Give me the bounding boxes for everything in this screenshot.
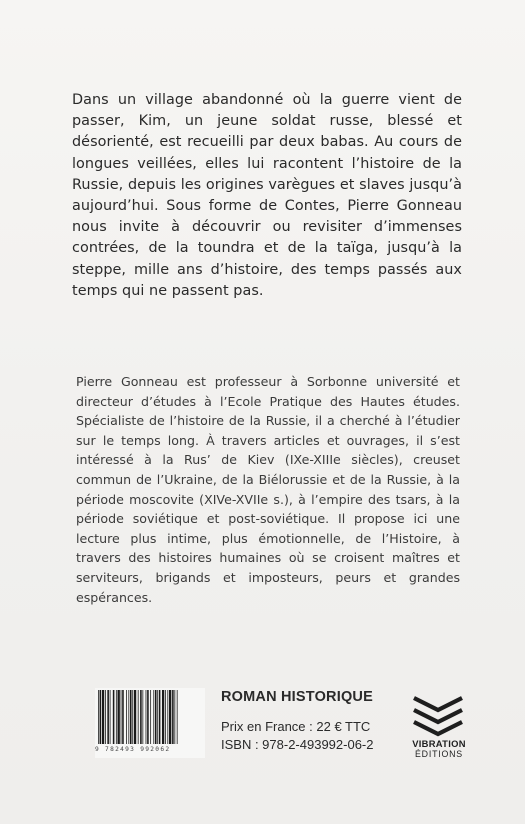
barcode-bar [155, 690, 157, 744]
barcode-bar [113, 690, 115, 744]
barcode-bar [153, 690, 154, 744]
barcode-bar [105, 690, 106, 744]
barcode-bar [142, 690, 143, 744]
barcode-bar [100, 690, 102, 744]
barcode-bar [150, 690, 151, 744]
barcode-bar [172, 690, 174, 744]
barcode-bar [138, 690, 139, 744]
barcode-bar [132, 690, 133, 744]
isbn-barcode [95, 688, 205, 758]
genre-label: ROMAN HISTORIQUE [221, 689, 373, 705]
publisher-name [403, 738, 475, 759]
barcode-bar [116, 690, 117, 744]
isbn-label: ISBN : 978-2-493992-06-2 [221, 737, 374, 752]
barcode-bar [174, 690, 175, 744]
barcode-bar [107, 690, 109, 744]
barcode-bar [102, 690, 104, 744]
barcode-bars [95, 688, 205, 746]
barcode-bar [130, 690, 132, 744]
barcode-bar [147, 690, 149, 744]
barcode-bar [118, 690, 120, 744]
barcode-bar [110, 690, 111, 744]
barcode-bar [140, 690, 142, 744]
book-info [221, 688, 391, 754]
barcode-bar [162, 690, 164, 744]
barcode-bar [122, 690, 124, 744]
barcode-bar [128, 690, 129, 744]
barcode-bar [177, 690, 178, 744]
barcode-bar [157, 690, 158, 744]
book-summary: Dans un village abandonné où la guerre vient de passer, Kim, un jeune soldat russe, blessé et désorienté, est recueilli par deux babas. Au cours de longues veillées, elles lui racontent l’histoire de la Russie, depuis les origines varègues et slaves jusqu’à aujourd’hui. Sous forme de Contes, Pierre Gonneau nous invite à découvrir ou revisiter d’immenses contrées, de la toundra et de la taïga, jusqu’à la steppe, mille ans d’histoire, des temps passés aux temps qui ne passent pas. [72, 92, 462, 299]
publisher-name-line1: VIBRATION [412, 738, 466, 749]
publisher-name-line2: ÉDITIONS [415, 749, 463, 759]
barcode-bar [165, 690, 166, 744]
barcode-bar [169, 690, 171, 744]
barcode-bar [167, 690, 168, 744]
author-biography: Pierre Gonneau est professeur à Sorbonne université et directeur d’études à l’Ecole Pratique des Hautes études. Spécialiste de l’histoire de la Russie, il a cherché à l’étudier sur le temps long. À travers articles et ouvrages, il s’est intéressé à la Rus’ de Kiev (IXe-XIIIe siècles), creuset commun de l’Ukraine, de la Biélorussie et de la Russie, à la période moscovite (XIVe-XVIIe s.), à l’empire des tsars, à la période soviétique et post-soviétique. Il propose ici une lecture plus intime, plus émotionnelle, de l’Histoire, à travers des histoires humaines où se croisent maîtres et serviteurs, brigands et imposteurs, peurs et grandes espérances. [76, 374, 460, 605]
barcode-bar [121, 690, 122, 744]
barcode-bar [159, 690, 161, 744]
barcode-bar [126, 690, 127, 744]
barcode-bar [98, 690, 99, 744]
barcode-digits: 9 782493 992062 [95, 746, 171, 753]
barcode-bar [146, 690, 147, 744]
price-label: Prix en France : 22 € TTC [221, 719, 371, 734]
barcode-bar [134, 690, 136, 744]
